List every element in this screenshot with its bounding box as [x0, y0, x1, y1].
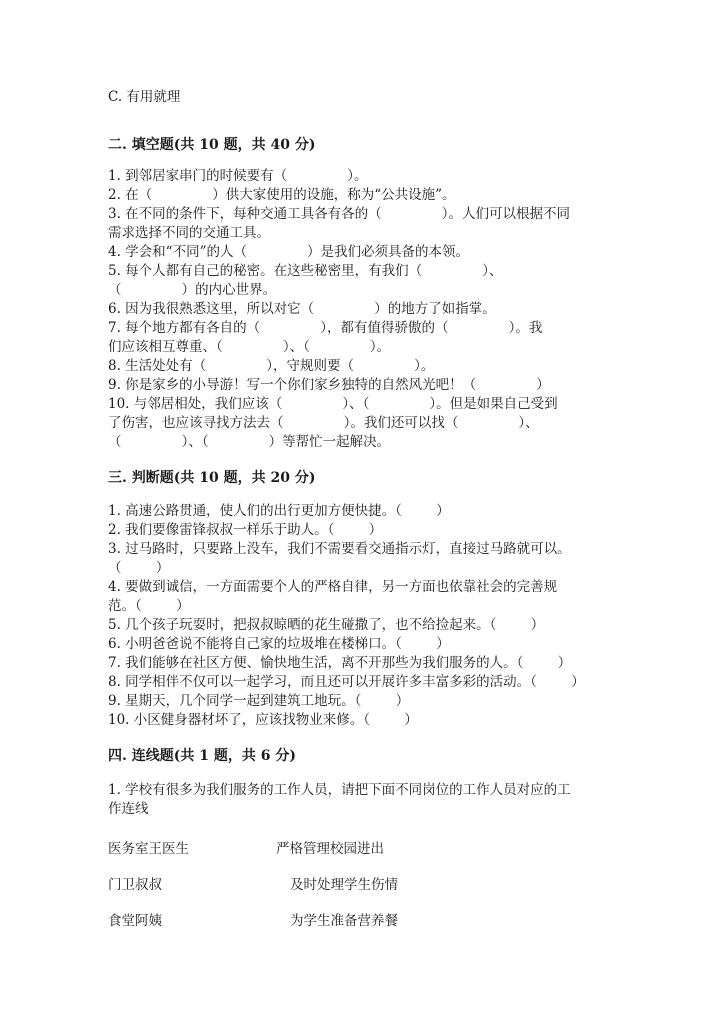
section-3-heading: 三. 判断题(共 10 题，共 20 分)	[108, 470, 316, 486]
fill-blank-line: 了伤害，也应该寻找方法去（ ）。我们还可以找（ ）、	[108, 415, 539, 431]
fill-blank-line: （ ）的内心世界。	[108, 282, 277, 298]
fill-blank-line: 2. 在（ ）供大家使用的设施，称为“公共设施”。	[108, 187, 456, 203]
true-false-line: 3. 过马路时，只要路上没车，我们不需要看交通指示灯，直接过马路就可以。	[108, 541, 571, 557]
true-false-line: （ ）	[108, 560, 170, 576]
fill-blank-line: 3. 在不同的条件下，每种交通工具各有各的（ ）。人们可以根据不同	[108, 206, 570, 222]
true-false-line: 1. 高速公路贯通，使人们的出行更加方便快捷。（ ）	[108, 503, 450, 519]
true-false-line: 5. 几个孩子玩耍时，把叔叔晾晒的花生碰撒了，也不给捡起来。（ ）	[108, 617, 545, 633]
fill-blank-line: 9. 你是家乡的小导游！写一个你们家乡独特的自然风光吧！（ ）	[108, 377, 550, 393]
true-false-line: 7. 我们能够在社区方便、愉快地生活，离不开那些为我们服务的人。（ ）	[108, 655, 572, 671]
matching-question-line: 1. 学校有很多为我们服务的工作人员，请把下面不同岗位的工作人员对应的工	[108, 782, 571, 798]
fill-blank-line: 5. 每个人都有自己的秘密。在这些秘密里，有我们（ ）、	[108, 263, 503, 279]
match-right-item: 为学生准备营养餐	[290, 913, 398, 929]
true-false-line: 9. 星期天，几个同学一起到建筑工地玩。（ ）	[108, 693, 410, 709]
fill-blank-line: 们应该相互尊重、（ ）、（ ）。	[108, 339, 391, 355]
match-right-item: 及时处理学生伤情	[290, 877, 398, 893]
section-4-heading: 四. 连线题(共 1 题，共 6 分)	[108, 748, 296, 764]
match-left-item: 医务室王医生	[108, 841, 189, 857]
true-false-line: 范。（ ）	[108, 598, 190, 614]
fill-blank-line: （ ）、（ ）等帮忙一起解决。	[108, 434, 391, 450]
fill-blank-line: 1. 到邻居家串门的时候要有（ ）。	[108, 168, 368, 184]
fill-blank-line: 7. 每个地方都有各自的（ ），都有值得骄傲的（ ）。我	[108, 320, 543, 336]
match-left-item: 门卫叔叔	[108, 877, 162, 893]
fill-blank-line: 需求选择不同的交通工具。	[108, 225, 270, 241]
true-false-line: 6. 小明爸爸说不能将自己家的垃圾堆在楼梯口。（ ）	[108, 636, 450, 652]
carryover-option: C. 有用就理	[108, 89, 181, 105]
section-2-heading: 二. 填空题(共 10 题，共 40 分)	[108, 137, 316, 153]
true-false-line: 2. 我们要像雷锋叔叔一样乐于助人。（ ）	[108, 522, 383, 538]
true-false-line: 4. 要做到诚信，一方面需要个人的严格自律，另一方面也依靠社会的完善规	[108, 579, 558, 595]
true-false-line: 10. 小区健身器材坏了，应该找物业来修。（ ）	[108, 712, 418, 728]
fill-blank-line: 4. 学会和“不同”的人（ ）是我们必须具备的本领。	[108, 244, 470, 260]
fill-blank-line: 10. 与邻居相处，我们应该（ ）、（ ）。但是如果自己受到	[108, 396, 558, 412]
fill-blank-line: 6. 因为我很熟悉这里，所以对它（ ）的地方了如指掌。	[108, 301, 496, 317]
match-left-item: 食堂阿姨	[108, 913, 162, 929]
match-right-item: 严格管理校园进出	[276, 841, 384, 857]
fill-blank-line: 8. 生活处处有（ ），守规则要（ ）。	[108, 358, 435, 374]
matching-question-line: 作连线	[108, 801, 149, 817]
true-false-line: 8. 同学相伴不仅可以一起学习，而且还可以开展许多丰富多彩的活动。（ ）	[108, 674, 585, 690]
